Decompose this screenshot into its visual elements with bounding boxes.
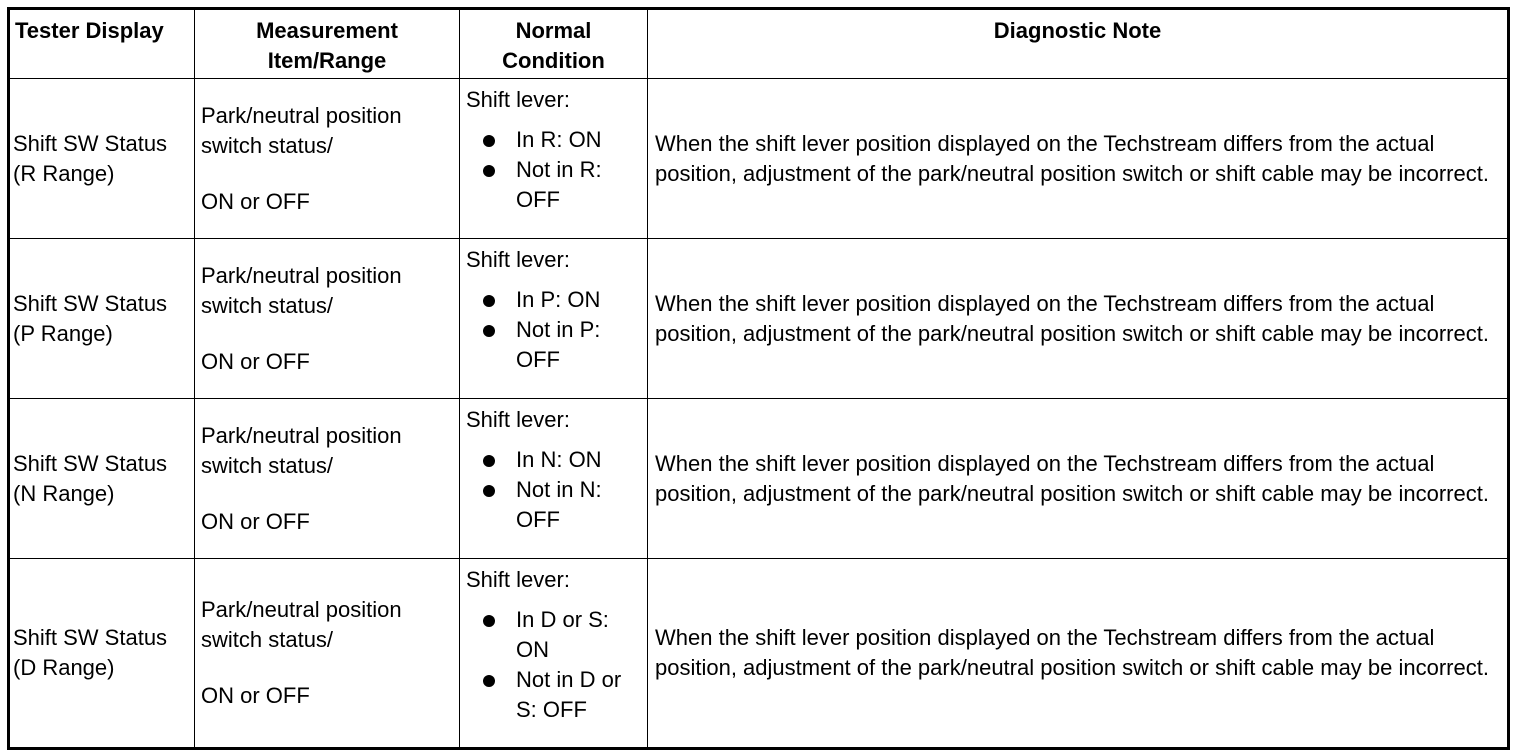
normal-condition-item: In N: ON (516, 447, 602, 472)
header-normal-line2: Condition (502, 48, 605, 73)
diagnostic-note-cell (648, 559, 1509, 749)
tester-display-line2: (N Range) (13, 480, 115, 506)
normal-condition-cell (460, 79, 648, 239)
tester-display-cell (9, 559, 195, 749)
normal-condition-list (466, 445, 647, 535)
normal-condition-heading: Shift lever: (466, 407, 570, 432)
normal-condition-item: Not in R: OFF (516, 157, 602, 212)
diagnostic-note-cell (648, 399, 1509, 559)
diagnostic-note-text: When the shift lever position displayed on the Techstream differs from the actual position, adjustment of the park/neutral position switch or shift cable may be incorrect. (655, 625, 1489, 680)
bullet-icon (483, 675, 495, 687)
measurement-line2: switch status/ (201, 292, 334, 318)
normal-condition-heading: Shift lever: (466, 567, 570, 592)
measurement-line2: switch status/ (201, 452, 334, 478)
table-row-p-range (9, 239, 1509, 399)
tester-display-line2: (P Range) (13, 320, 113, 346)
list-item (466, 315, 647, 375)
header-tester-display (9, 9, 195, 79)
measurement-range: ON or OFF (201, 348, 310, 374)
normal-condition-cell (460, 399, 648, 559)
list-item (466, 155, 647, 215)
tester-display-cell (9, 239, 195, 399)
diagnostic-note-cell (648, 79, 1509, 239)
measurement-range: ON or OFF (201, 188, 310, 214)
table-row-d-range (9, 559, 1509, 749)
tester-display-line1: Shift SW Status (13, 625, 168, 650)
normal-condition-item: In D or S: ON (516, 607, 609, 662)
bullet-icon (483, 325, 495, 337)
diagnostic-note-text: When the shift lever position displayed on the Techstream differs from the actual position, adjustment of the park/neutral position switch or shift cable may be incorrect. (655, 290, 1489, 346)
tester-display-line1: Shift SW Status (13, 290, 168, 316)
list-item (466, 445, 647, 475)
normal-condition-list (466, 605, 647, 725)
tester-display-cell (9, 79, 195, 239)
measurement-line1: Park/neutral position (201, 102, 402, 128)
measurement-cell (195, 239, 460, 399)
header-tester-display-label: Tester Display (15, 18, 164, 43)
normal-condition-cell (460, 239, 648, 399)
diagnostic-note-cell (648, 239, 1509, 399)
normal-condition-heading: Shift lever: (466, 87, 570, 112)
measurement-cell (195, 79, 460, 239)
normal-condition-item: Not in N: OFF (516, 477, 602, 532)
measurement-range: ON or OFF (201, 508, 310, 534)
header-normal-condition (460, 9, 648, 79)
tester-display-line2: (R Range) (13, 160, 115, 186)
bullet-icon (483, 485, 495, 497)
list-item (466, 125, 647, 155)
bullet-icon (483, 135, 495, 147)
measurement-line1: Park/neutral position (201, 597, 402, 622)
tester-display-line2: (D Range) (13, 655, 115, 680)
list-item (466, 285, 647, 315)
normal-condition-item: In P: ON (516, 287, 601, 312)
normal-condition-list (466, 285, 647, 375)
table-row-n-range (9, 399, 1509, 559)
header-diagnostic-note-label: Diagnostic Note (993, 18, 1162, 43)
table-row-r-range (9, 79, 1509, 239)
measurement-line1: Park/neutral position (201, 262, 402, 288)
normal-condition-item: Not in P: OFF (516, 317, 601, 372)
diagnostic-note-text: When the shift lever position displayed on the Techstream differs from the actual position, adjustment of the park/neutral position switch or shift cable may be incorrect. (655, 130, 1489, 186)
measurement-range: ON or OFF (201, 683, 310, 708)
header-normal-line1: Normal (515, 18, 592, 43)
diagnostic-note-text: When the shift lever position displayed on the Techstream differs from the actual position, adjustment of the park/neutral position switch or shift cable may be incorrect. (655, 450, 1489, 506)
list-item (466, 475, 647, 535)
bullet-icon (483, 295, 495, 307)
tester-display-cell (9, 399, 195, 559)
measurement-cell (195, 559, 460, 749)
bullet-icon (483, 615, 495, 627)
normal-condition-item: In R: ON (516, 127, 602, 152)
header-measurement-line1: Measurement (256, 18, 398, 43)
measurement-cell (195, 399, 460, 559)
measurement-line1: Park/neutral position (201, 422, 402, 448)
header-measurement (195, 9, 460, 79)
normal-condition-cell (460, 559, 648, 749)
header-diagnostic-note (648, 9, 1509, 79)
header-measurement-line2: Item/Range (267, 48, 387, 73)
normal-condition-heading: Shift lever: (466, 247, 570, 272)
measurement-line2: switch status/ (201, 132, 334, 158)
measurement-line2: switch status/ (201, 627, 334, 652)
bullet-icon (483, 165, 495, 177)
normal-condition-list (466, 125, 647, 215)
list-item (466, 605, 647, 665)
bullet-icon (483, 455, 495, 467)
tester-display-line1: Shift SW Status (13, 450, 168, 476)
normal-condition-item: Not in D or S: OFF (516, 667, 622, 722)
diagnostic-table (7, 7, 1510, 750)
list-item (466, 665, 647, 725)
tester-display-line1: Shift SW Status (13, 130, 168, 156)
header-row (9, 9, 1509, 79)
